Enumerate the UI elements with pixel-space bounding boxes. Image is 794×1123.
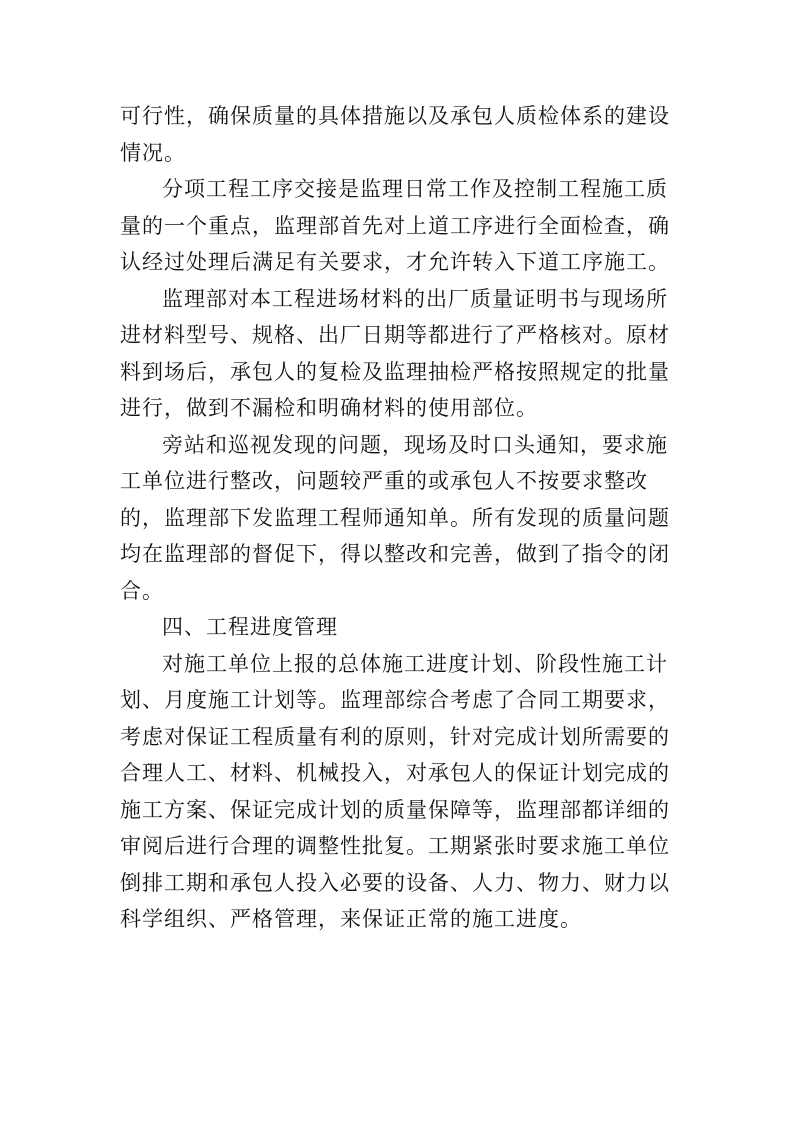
- document-body: [120, 98, 676, 938]
- paragraph-progress-plan: 对施工单位上报的总体施工进度计划、阶段性施工计划、月度施工计划等。监理部综合考虑了合同工期要求，考虑对保证工程质量有利的原则，针对完成计划所需要的合理人工、材料、机械投入，对承包人的保证计划完成的施工方案、保证完成计划的质量保障等，监理部都详细的审阅后进行合理的调整性批复。工期紧张时要求施工单位倒排工期和承包人投入必要的设备、人力、物力、财力以科学组织、严格管理，来保证正常的施工进度。: [120, 651, 670, 931]
- paragraph-continuation: 可行性，确保质量的具体措施以及承包人质检体系的建设情况。: [120, 104, 670, 165]
- paragraph-material-inspection: 监理部对本工程进场材料的出厂质量证明书与现场所进材料型号、规格、出厂日期等都进行了严格核对。原材料到场后，承包人的复检及监理抽检严格按照规定的批量进行，做到不漏检和明确材料的使用部位。: [120, 286, 670, 420]
- paragraph-patrol-rectification: 旁站和巡视发现的问题，现场及时口头通知，要求施工单位进行整改，问题较严重的或承包人不按要求整改的，监理部下发监理工程师通知单。所有发现的质量问题均在监理部的督促下，得以整改和完善，做到了指令的闭合。: [120, 432, 670, 603]
- section-heading-progress-management: 四、工程进度管理: [162, 615, 338, 639]
- paragraph-process-handover: 分项工程工序交接是监理日常工作及控制工程施工质量的一个重点，监理部首先对上道工序进行全面检查，确认经过处理后满足有关要求，才允许转入下道工序施工。: [120, 177, 670, 274]
